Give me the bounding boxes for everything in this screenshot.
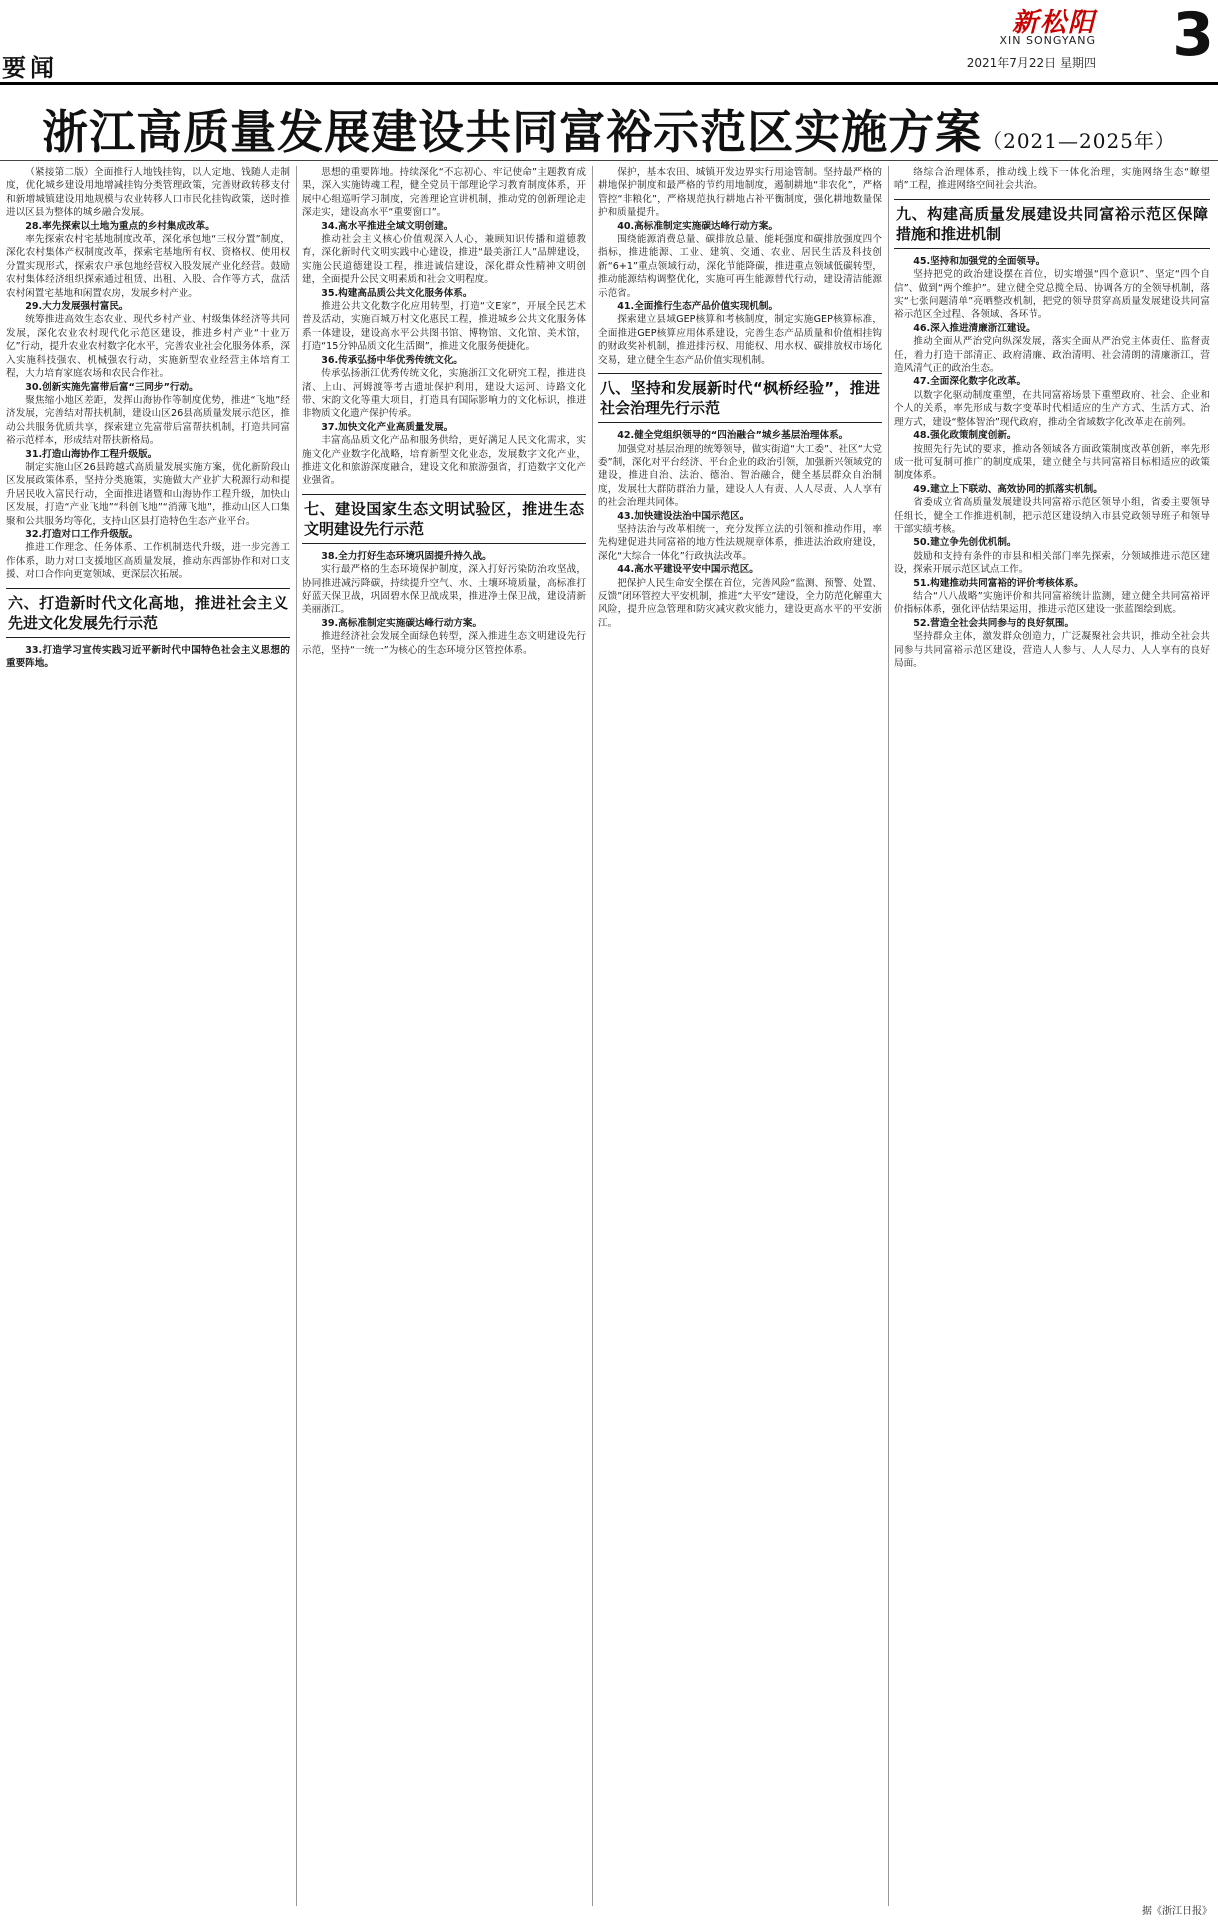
section-label: 要闻 xyxy=(0,55,122,81)
page-number: 3 xyxy=(1172,0,1214,70)
column-divider xyxy=(592,166,593,1906)
paragraph: 统筹推进高效生态农业、现代乡村产业、村级集体经济等共同发展，深化农业农村现代化示范区建设，推进乡村产业“十业万亿”行动，提升农业农村数字化水平，完善农业社会化服务体系，深入实施科技强农、机械强农行动，实施新型农业经营主体培育工程，大力培育家庭农场和农民合作社。 xyxy=(6,314,290,380)
headline xyxy=(0,96,1218,158)
paragraph: 络综合治理体系，推动线上线下一体化治理，实施网络生态“瞭望哨”工程，推进网络空间社会共治。 xyxy=(894,167,1210,192)
paragraph-subheading: 46.深入推进清廉浙江建设。 xyxy=(913,322,1036,334)
section-heading-9: 九、构建高质量发展建设共同富裕示范区保障措施和推进机制 xyxy=(894,199,1210,249)
column-4-paragraphs xyxy=(894,166,1210,193)
paragraph-subheading: 39.高标准制定实施碳达峰行动方案。 xyxy=(321,617,483,629)
paragraph: 丰富高品质文化产品和服务供给，更好满足人民文化需求，实施文化产业数字化战略，培育新型文化业态，发展数字文化产业，推进文化和旅游深度融合，建设文化和旅游强省，打造数字文化产业强省。 xyxy=(302,435,586,487)
column-4-tail-paragraphs xyxy=(894,255,1210,671)
paragraph: 率先探索农村宅基地制度改革，深化承包地“三权分置”制度，深化农村集体产权制度改革，探索宅基地所有权、资格权、使用权分置实现形式，探索农户承包地经营权入股发展产业化经营。鼓励农村集体经济组织探索通过租赁、出租、入股、合作等方式，盘活农村闲置宅基地和闲置农房，发展乡村产业。 xyxy=(6,234,290,299)
paragraph: 把保护人民生命安全摆在首位，完善风险“监测、预警、处置、反馈”闭环管控大平安机制，推进“大平安”建设，全力防范化解重大风险，提升应急管理和防灾减灾救灾能力，建设更高水平的平安浙江。 xyxy=(598,577,882,629)
paragraph: 聚焦缩小地区差距，发挥山海协作等制度优势，推进“飞地”经济发展，完善结对帮扶机制，建设山区26县高质量发展示范区，推动公共服务优质共享，探索建立先富带后富帮扶机制，打造共同富裕示范样本，形成结对帮扶新格局。 xyxy=(6,394,290,447)
article-column-3 xyxy=(598,166,882,1906)
paragraph-subheading: 45.坚持和加强党的全面领导。 xyxy=(913,255,1046,267)
paragraph: 33.打造学习宣传实践习近平新时代中国特色社会主义思想的重要阵地。 xyxy=(6,644,290,669)
paragraph: 制定实施山区26县跨越式高质量发展实施方案，优化新阶段山区发展政策体系，坚持分类施策，实施做大产业扩大税源行动和提升居民收入富民行动，全面推进诸暨和山海协作工程升级，加快山区发展，打造“产业飞地”“科创飞地”“消薄飞地”，推动山区人口集聚和公共服务均等化，支持山区县打造特色生态产业平台。 xyxy=(6,461,290,527)
article-years: （2021—2025年） xyxy=(982,129,1176,153)
headline-rule xyxy=(0,160,1218,161)
paragraph: 探索建立县域GEP核算和考核制度，制定实施GEP核算标准，全面推进GEP核算应用体系建设，完善生态产品质量和价值相挂钩的财政奖补机制，推进排污权、用能权、用水权、碳排放权市场化交易，建立健全生态产品价值实现机制。 xyxy=(598,314,882,366)
paragraph: 鼓励和支持有条件的市县和相关部门率先探索，分领域推进示范区建设，探索开展示范区试点工作。 xyxy=(894,550,1210,576)
paragraph-subheading: 29.大力发展强村富民。 xyxy=(25,301,129,313)
paragraph: 围绕能源消费总量、碳排放总量、能耗强度和碳排放强度四个指标，推进能源、工业、建筑、交通、农业、居民生活及科技创新“6+1”重点领域行动，深化节能降碳，推进重点领域低碳转型，推动能源结构调整优化，实施可再生能源替代行动，建设清洁能源示范省。 xyxy=(598,234,882,299)
column-divider xyxy=(888,166,889,1906)
paragraph: 思想的重要阵地。持续深化“不忘初心、牢记使命”主题教育成果，深入实施铸魂工程，健全党员干部理论学习教育制度体系，开展中心组巡听学习制度，完善理论宣讲机制，推动党的创新理论走深走实，建设高水平“重要窗口”。 xyxy=(302,167,586,219)
article-column-4 xyxy=(894,166,1210,1906)
paragraph-subheading: 37.加快文化产业高质量发展。 xyxy=(321,421,454,433)
paragraph-subheading: 49.建立上下联动、高效协同的抓落实机制。 xyxy=(913,483,1103,495)
column-divider xyxy=(296,166,297,1906)
column-3-tail-paragraphs xyxy=(598,429,882,630)
section-heading-7: 七、建设国家生态文明试验区，推进生态文明建设先行示范 xyxy=(302,494,586,544)
publication-date: 2021年7月22日 星期四 xyxy=(966,56,1096,70)
paragraph-subheading: 42.健全党组织领导的“四治融合”城乡基层治理体系。 xyxy=(617,430,849,442)
paragraph: 结合“八八战略”实施评价和共同富裕统计监测，建立健全共同富裕评价指标体系，强化评估结果运用，推进示范区建设一张蓝图绘到底。 xyxy=(894,590,1210,616)
paragraph: 加强党对基层治理的统筹领导，做实街道“大工委”、社区“大党委”制，深化对平台经济、平台企业的政治引领，加强新兴领域党的建设，推进自治、法治、德治、智治融合，健全基层群众自治制度，发展壮大群防群治力量，建设人人有责、人人尽责、人人享有的社会治理共同体。 xyxy=(598,443,882,509)
column-1-paragraphs xyxy=(6,166,290,582)
paragraph: 传承弘扬浙江优秀传统文化，实施浙江文化研究工程，推进良渚、上山、河姆渡等考古遗址保护利用，建设大运河、诗路文化带、宋韵文化等重大项目，打造具有国际影响力的文化标识，推进非物质文化遗产保护传承。 xyxy=(302,368,586,420)
paragraph-subheading: 51.构建推动共同富裕的评价考核体系。 xyxy=(913,577,1084,589)
paragraph-subheading: 32.打造对口工作升级版。 xyxy=(25,528,139,540)
paragraph-subheading: 31.打造山海协作工程升级版。 xyxy=(25,448,158,460)
paragraph: 坚持法治与改革相统一，充分发挥立法的引领和推动作用，率先构建促进共同富裕的地方性法规规章体系，推进法治政府建设，深化“大综合一体化”行政执法改革。 xyxy=(598,523,882,562)
newspaper-pinyin: XIN SONGYANG xyxy=(999,34,1096,47)
paragraph: 坚持群众主体，激发群众创造力，广泛凝聚社会共识，推动全社会共同参与共同富裕示范区建设，营造人人参与、人人尽力、人人享有的良好局面。 xyxy=(894,631,1210,669)
source-credit: 据《浙江日报》 xyxy=(1142,1906,1212,1917)
paragraph: 保护，基本农田、城镇开发边界实行用途管制。坚持最严格的耕地保护制度和最严格的节约用地制度，遏制耕地“非农化”，严格管控“非粮化”，严格规范执行耕地占补平衡制度，强化耕地数量保护和质量提升。 xyxy=(598,167,882,219)
section-heading-6: 六、打造新时代文化高地，推进社会主义先进文化发展先行示范 xyxy=(6,588,290,638)
paragraph: 坚持把党的政治建设摆在首位，切实增强“四个意识”、坚定“四个自信”、做到“两个维护”。建立健全党总揽全局、协调各方的全领导机制，落实“七张问题清单”亮晒整改机制，把党的领导贯穿高质量发展建设共同富裕示范区全过程、各领域、各环节。 xyxy=(894,269,1210,321)
article-column-2 xyxy=(302,166,586,1906)
column-3-paragraphs xyxy=(598,166,882,367)
paragraph: 推进公共文化数字化应用转型，打造“文E家”，开展全民艺术普及活动，实施百城万村文化惠民工程，推进城乡公共文化服务体系一体建设，建设高水平公共图书馆、博物馆、文化馆、美术馆，打造“15分钟品质文化生活圈”，推进文化服务便捷化。 xyxy=(302,301,586,353)
paragraph-subheading: 28.率先探索以土地为重点的乡村集成改革。 xyxy=(25,220,215,232)
paragraph-subheading: 38.全力打好生态环境巩固提升持久战。 xyxy=(321,550,492,562)
paragraph-subheading: 47.全面深化数字化改革。 xyxy=(913,376,1027,388)
paragraph: 以数字化驱动制度重塑，在共同富裕场景下重塑政府、社会、企业和个人的关系，率先形成与数字变革时代相适应的生产方式、生活方式、治理方式，建设“整体智治”现代政府，推动全省域数字化改革走在前列。 xyxy=(894,389,1210,428)
masthead xyxy=(0,0,1218,88)
paragraph: （紧接第二版）全面推行人地钱挂钩，以人定地、钱随人走制度，优化城乡建设用地增减挂钩分类管理政策，完善财政转移支付和新增城镇建设用地规模与农业转移人口市民化挂钩政策，送时推进以区县为整体的城乡融合发展。 xyxy=(6,167,290,219)
paragraph-subheading: 52.营造全社会共同参与的良好氛围。 xyxy=(913,617,1075,629)
paragraph: 推进工作理念、任务体系、工作机制迭代升级，进一步完善工作体系，助力对口支援地区高质量发展，推动东西部协作和对口支援、对口合作向更宽领域、更深层次拓展。 xyxy=(6,542,290,581)
paragraph-subheading: 50.建立争先创优机制。 xyxy=(913,537,1017,549)
section-heading-8: 八、坚持和发展新时代“枫桥经验”，推进社会治理先行示范 xyxy=(598,373,882,423)
paragraph-subheading: 48.强化政策制度创新。 xyxy=(913,430,1017,442)
article-column-1 xyxy=(6,166,290,1906)
paragraph: 推进经济社会发展全面绿色转型，深入推进生态文明建设先行示范，坚持“一统一”为核心的生态环境分区管控体系。 xyxy=(302,631,586,656)
article-body xyxy=(0,166,1218,1906)
masthead-rule xyxy=(0,82,1218,85)
paragraph: 推动全面从严治党向纵深发展，落实全面从严治党主体责任、监督责任，着力打造干部清正、政府清廉、政治清明、社会清朗的清廉浙江，营造风清气正的政治生态。 xyxy=(894,336,1210,375)
article-title-text: 浙江高质量发展建设共同富裕示范区实施方案 xyxy=(42,105,983,159)
paragraph-subheading: 35.构建高品质公共文化服务体系。 xyxy=(321,287,473,299)
paragraph-subheading: 30.创新实施先富带后富“三同步”行动。 xyxy=(25,381,199,393)
column-2-tail-paragraphs xyxy=(302,550,586,657)
newspaper-name: 新松阳 xyxy=(1011,8,1096,38)
paragraph-subheading: 41.全面推行生态产品价值实现机制。 xyxy=(617,301,779,313)
paragraph: 推动社会主义核心价值观深入人心，兼顾知识传播和道德教育，深化新时代文明实践中心建设，推进“最美浙江人”品牌建设，实施公民道德建设工程，推进诚信建设，深化群众性精神文明创建，全面提升公民文明素质和社会文明程度。 xyxy=(302,234,586,286)
article-title xyxy=(42,96,1176,162)
paragraph-subheading: 44.高水平建设平安中国示范区。 xyxy=(617,564,759,576)
paragraph-subheading: 34.高水平推进全域文明创建。 xyxy=(321,220,454,232)
column-2-paragraphs xyxy=(302,166,586,488)
paragraph: 实行最严格的生态环境保护制度，深入打好污染防治攻坚战，协同推进减污降碳，持续提升空气、水、土壤环境质量，高标准打好蓝天保卫战，巩固碧水保卫战成果，推进净土保卫战，建设清新美丽浙江。 xyxy=(302,564,586,616)
paragraph-subheading: 36.传承弘扬中华优秀传统文化。 xyxy=(321,354,463,366)
paragraph-subheading: 43.加快建设法治中国示范区。 xyxy=(617,510,750,522)
paragraph: 按照先行先试的要求，推动各领域各方面政策制度改革创新，率先形成一批可复制可推广的制度成果，建立健全与共同富裕目标相适应的政策制度体系。 xyxy=(894,443,1210,482)
paragraph: 省委成立省高质量发展建设共同富裕示范区领导小组，省委主要领导任组长，健全工作推进机制，把示范区建设纳入市县党政领导班子和领导干部实绩考核。 xyxy=(894,497,1210,535)
paragraph-subheading: 40.高标准制定实施碳达峰行动方案。 xyxy=(617,220,779,232)
